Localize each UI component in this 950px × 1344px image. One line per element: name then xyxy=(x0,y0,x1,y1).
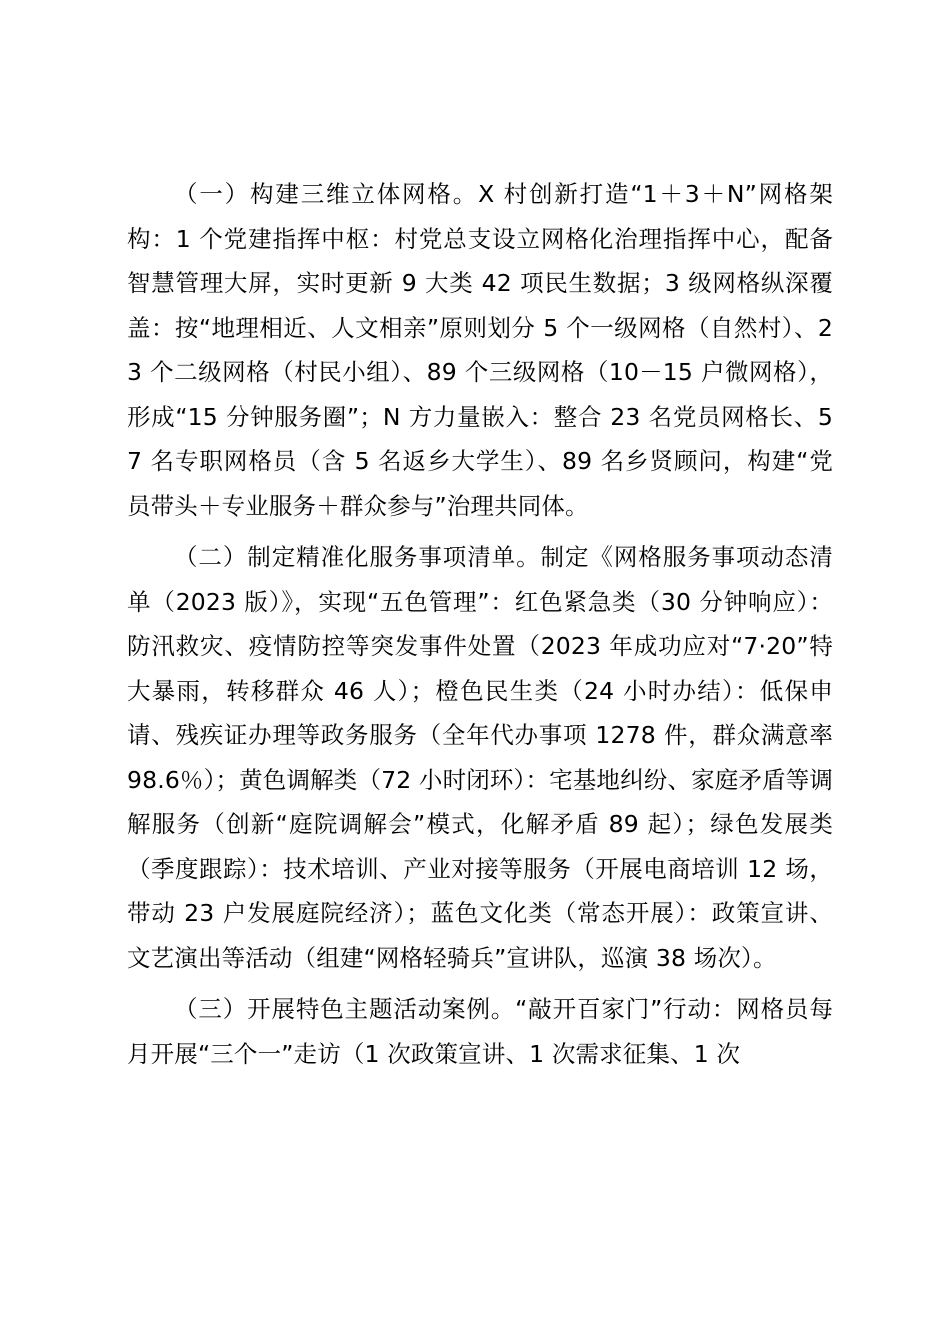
paragraph-section-1: （一）构建三维立体网格。X 村创新打造“1＋3＋N”网格架构：1 个党建指挥中枢：村党总支设立网格化治理指挥中心，配备智慧管理大屏，实时更新 9 大类 42 项民生数据；3 级网格纵深覆盖：按“地理相近、人文相亲”原则划分 5 个一级网格（自然村）、23 个二级网格（村民小组）、89 个三级网格（10－15 户微网格），形成“15 分钟服务圈”；N 方力量嵌入：整合 23 名党员网格长、57 名专职网格员（含 5 名返乡大学生）、89 名乡贤顾问，构建“党员带头＋专业服务＋群众参与”治理共同体。 xyxy=(127,180,833,520)
paragraph-section-2: （二）制定精准化服务事项清单。制定《网格服务事项动态清单（2023 版）》，实现“五色管理”：红色紧急类（30 分钟响应）：防汛救灾、疫情防控等突发事件处置（2023 年成功应对“7·20”特大暴雨，转移群众 46 人）；橙色民生类（24 小时办结）：低保申请、残疾证办理等政务服务（全年代办事项 1278 件，群众满意率 98.6％）；黄色调解类（72 小时闭环）：宅基地纠纷、家庭矛盾等调解服务（创新“庭院调解会”模式，化解矛盾 89 起）；绿色发展类（季度跟踪）：技术培训、产业对接等服务（开展电商培训 12 场，带动 23 户发展庭院经济）；蓝色文化类（常态开展）：政策宣讲、文艺演出等活动（组建“网格轻骑兵”宣讲队，巡演 38 场次）。 xyxy=(127,543,833,972)
paragraph-section-3: （三）开展特色主题活动案例。“敲开百家门”行动：网格员每月开展“三个一”走访（1 次政策宣讲、1 次需求征集、1 次 xyxy=(127,995,833,1068)
document-body xyxy=(127,172,833,1083)
